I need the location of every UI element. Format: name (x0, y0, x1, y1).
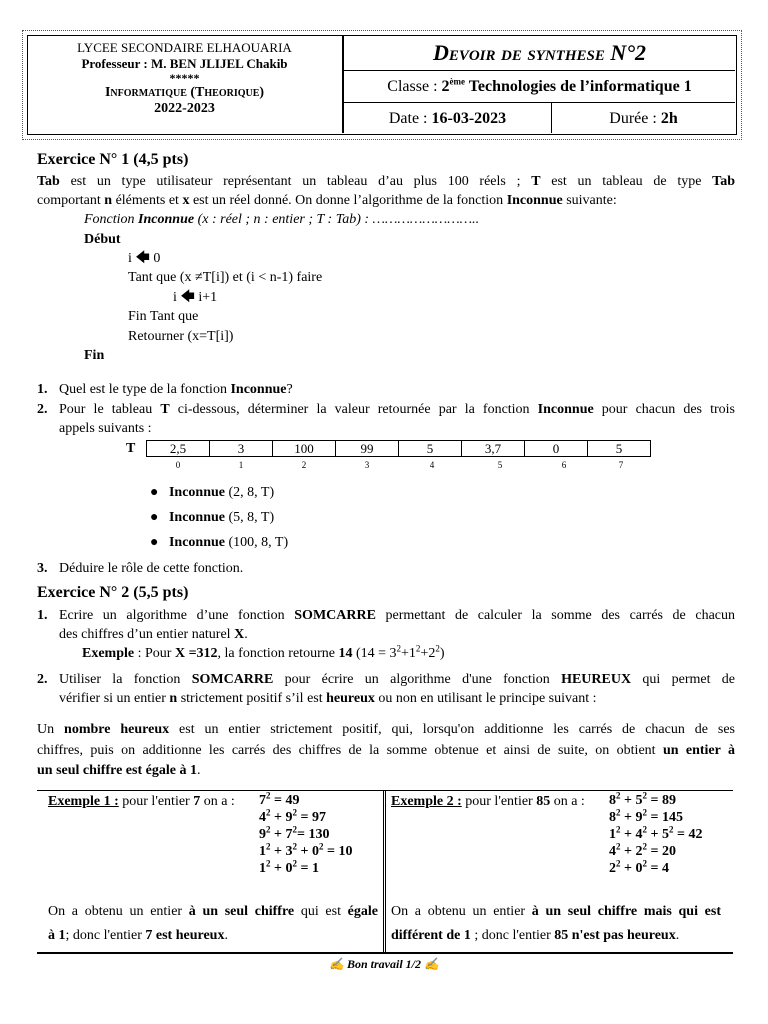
exam-duration: Durée : 2h (609, 110, 678, 127)
array-index: 1 (238, 460, 244, 470)
q2-number: 2. (37, 402, 48, 417)
ex1-question-1: Quel est le type de la fonction Inconnue? (59, 382, 293, 397)
array-cell: 2,5 (147, 441, 210, 457)
array-cell: 100 (273, 441, 336, 457)
ex2-q2-number: 2. (37, 672, 48, 687)
class-info (344, 71, 735, 103)
ex2-question-2: Utiliser la fonction SOMCARRE pour écrire un algorithme d'une fonction HEUREUX qui permet de (59, 672, 735, 687)
class-level: 2ème Technologies de l’informatique 1 (441, 76, 692, 95)
school-year: 2022-2023 (154, 101, 215, 116)
class-label: Classe : (387, 78, 442, 95)
bullet-icon: ● (150, 510, 159, 525)
duration-value: 2h (660, 110, 678, 127)
array-index: 3 (364, 460, 370, 470)
subject-name: Informatique (Theorique) (104, 85, 265, 100)
definition-line-3: un seul chiffre est égale à 1. (37, 763, 201, 778)
q1-number: 1. (37, 382, 48, 397)
stars-separator: ***** (169, 71, 200, 85)
bullet-icon: ● (150, 485, 159, 500)
example-2-steps: $8^2 + 5^2 = 89$ $8^2 + 9^2 = 145$ $1^2 + 4^2 + 5^2 = 42$ $4^2 + 2^2 = 20$ $2^2 + 0^2 = 4$ (609, 790, 703, 876)
ex2-question-2-cont: vérifier si un entier n strictement positif s’il est heureux ou non en utilisant le principe suivant : (59, 691, 597, 706)
array-index: 0 (175, 460, 181, 470)
call-item-3: ● Inconnue (100, 8, T) (150, 535, 289, 550)
algo-debut: Début (84, 232, 121, 247)
algo-line-3: i 🡄 i+1 (173, 290, 218, 305)
array-label: T (126, 441, 136, 456)
ex1-question-2-cont: appels suivants : (59, 421, 152, 436)
array-index: 6 (561, 460, 567, 470)
ex1-question-2: Pour le tableau T ci-dessous, déterminer la valeur retournée par la fonction Inconnue pour chacun des trois (59, 402, 735, 417)
q3-number: 3. (37, 561, 48, 576)
array-index: 4 (429, 460, 435, 470)
call-item-2: ● Inconnue (5, 8, T) (150, 510, 275, 525)
example-2-header: Exemple 2 : pour l'entier 85 on a : (391, 794, 585, 809)
ex1-intro-line1: Tab est un type utilisateur représentant un tableau d’au plus 100 réels ; T est un tableau de type Tab (37, 174, 735, 189)
algo-line-2: Tant que (x ≠T[i]) et (i < n-1) faire (128, 270, 323, 285)
example-2-conclusion-cont: différent de 1 ; donc l'entier 85 n'est pas heureux. (391, 928, 680, 943)
array-cell: 99 (336, 441, 399, 457)
ex2-q1-number: 1. (37, 608, 48, 623)
array-cell: 3,7 (462, 441, 525, 457)
exercise-1-title: Exercice N° 1 (4,5 pts) (37, 151, 189, 168)
array-index: 5 (497, 460, 503, 470)
algo-fin: Fin (84, 348, 105, 363)
array-cell: 3 (210, 441, 273, 457)
ex2-question-1-cont: des chiffres d’un entier naturel X. (59, 627, 248, 642)
ex2-example: Exemple : Pour X =312, la fonction retourne 14 $(14 = 3^2+1^2+2^2)$ (82, 643, 445, 661)
example-1-steps: $7^2 = 49$ $4^2 + 9^2 = 97$ $9^2 + 7^2= 130$ $1^2 + 3^2 + 0^2 = 10$ $1^2 + 0^2 = 1$ (259, 790, 353, 876)
professor-name: Professeur : M. BEN JLIJEL Chakib (81, 56, 288, 71)
algo-line-4: Fin Tant que (128, 309, 199, 324)
array-row (147, 441, 651, 457)
array-cell: 5 (399, 441, 462, 457)
exercise-2-title: Exercice N° 2 (5,5 pts) (37, 584, 189, 601)
exam-title: Devoir de synthese N°2 (344, 35, 735, 71)
examples-bottom-border (37, 952, 733, 954)
example-1-conclusion: On a obtenu un entier à un seul chiffre qui est égale (48, 904, 378, 919)
school-name: LYCEE SECONDAIRE ELHAOUARIA (77, 40, 292, 55)
ex2-question-1: Ecrire un algorithme d’une fonction SOMCARRE permettant de calculer la somme des carrés de chacun (59, 608, 735, 623)
array-table (146, 440, 651, 457)
array-cell: 5 (588, 441, 651, 457)
examples-divider (383, 790, 386, 952)
footer-page-note: ✍ Bon travail 1/2 ✍ (329, 957, 439, 971)
header-school-block (27, 35, 344, 133)
ex1-question-3: Déduire le rôle de cette fonction. (59, 561, 244, 576)
date-value: 16-03-2023 (431, 110, 507, 127)
call-item-1: ● Inconnue (2, 8, T) (150, 485, 275, 500)
exam-date: Date : 16-03-2023 (344, 103, 552, 133)
array-cell: 0 (525, 441, 588, 457)
definition-line-1: Un nombre heureux est un entier strictement positif, qui, lorsqu'on additionne les carrés de chacun de ses (37, 722, 735, 737)
ex1-intro-line2: comportant n éléments et x est un réel donné. On donne l’algorithme de la fonction Inconnue suivante: (37, 193, 617, 208)
example-1-conclusion-cont: à 1; donc l'entier 7 est heureux. (48, 928, 228, 943)
algo-signature: Fonction Inconnue (x : réel ; n : entier ; T : Tab) : …………………….. (84, 212, 480, 227)
algo-line-5: Retourner (x=T[i]) (128, 329, 234, 344)
example-1-header: Exemple 1 : pour l'entier 7 on a : (48, 794, 235, 809)
array-index: 7 (618, 460, 624, 470)
array-index: 2 (301, 460, 307, 470)
definition-line-2: chiffres, puis on additionne les carrés des chiffres de la somme obtenue et ainsi de suite, on obtient un entier à (37, 743, 735, 758)
example-2-conclusion: On a obtenu un entier à un seul chiffre mais qui est (391, 904, 722, 919)
bullet-icon: ● (150, 535, 159, 550)
algo-line-1: i 🡄 0 (128, 251, 161, 266)
